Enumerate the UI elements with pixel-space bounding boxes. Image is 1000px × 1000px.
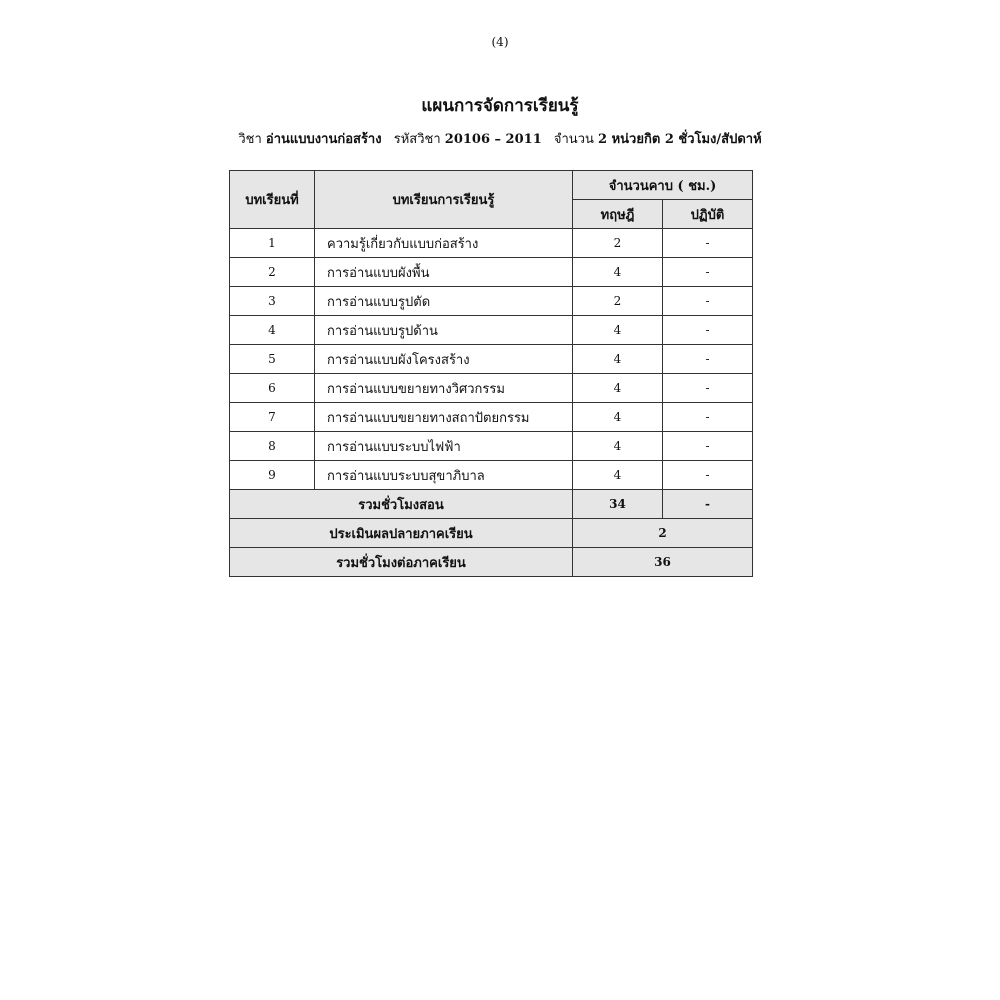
table-row [230,432,753,461]
total-semester-label: รวมชั่วโมงต่อภาคเรียน [230,548,573,577]
lesson-no: 4 [230,316,315,345]
practice-hours: - [663,461,753,490]
lesson-no: 3 [230,287,315,316]
final-assessment-label: ประเมินผลปลายภาคเรียน [230,519,573,548]
lesson-no: 5 [230,345,315,374]
practice-hours: - [663,316,753,345]
total-semester-hours: 36 [573,548,753,577]
lesson-title: การอ่านแบบผังโครงสร้าง [315,345,573,374]
document-title: แผนการจัดการเรียนรู้ [421,96,579,116]
practice-hours: - [663,258,753,287]
practice-hours: - [663,345,753,374]
practice-hours: - [663,229,753,258]
table-header-row [230,171,753,200]
header-practice: ปฏิบัติ [663,200,753,229]
lesson-title: การอ่านแบบรูปด้าน [315,316,573,345]
theory-hours: 2 [573,287,663,316]
total-teaching-row [230,490,753,519]
theory-hours: 4 [573,316,663,345]
practice-hours: - [663,403,753,432]
total-theory-hours: 34 [573,490,663,519]
final-assessment-row [230,519,753,548]
subject-code: 20106 – 2011 [444,132,542,147]
subject-name: อ่านแบบงานก่อสร้าง [265,132,382,147]
table-row [230,461,753,490]
lesson-title: การอ่านแบบผังพื้น [315,258,573,287]
practice-hours: - [663,432,753,461]
subject-code-prefix: รหัสวิชา [393,132,441,147]
header-periods: จำนวนคาบ ( ชม.) [573,171,753,200]
table-row [230,403,753,432]
total-practice-hours: - [663,490,753,519]
lesson-plan-table [229,170,753,577]
credits-hours: 2 หน่วยกิต 2 ชั่วโมง/สัปดาห์ [598,132,762,147]
page-number: (4) [491,35,509,49]
lesson-no: 9 [230,461,315,490]
theory-hours: 2 [573,229,663,258]
table-row [230,258,753,287]
practice-hours: - [663,374,753,403]
lesson-title: ความรู้เกี่ยวกับแบบก่อสร้าง [315,229,573,258]
lesson-title: การอ่านแบบระบบสุขาภิบาล [315,461,573,490]
final-assessment-hours: 2 [573,519,753,548]
lesson-title: การอ่านแบบขยายทางสถาปัตยกรรม [315,403,573,432]
theory-hours: 4 [573,461,663,490]
header-lesson-title: บทเรียนการเรียนรู้ [315,171,573,229]
count-prefix: จำนวน [553,132,594,147]
subject-info [0,128,1000,149]
table-row [230,345,753,374]
table-row [230,316,753,345]
lesson-no: 2 [230,258,315,287]
theory-hours: 4 [573,258,663,287]
lesson-no: 8 [230,432,315,461]
lesson-title: การอ่านแบบระบบไฟฟ้า [315,432,573,461]
header-lesson-no: บทเรียนที่ [230,171,315,229]
lesson-no: 1 [230,229,315,258]
table-row [230,287,753,316]
lesson-title: การอ่านแบบรูปตัด [315,287,573,316]
theory-hours: 4 [573,432,663,461]
table-row [230,374,753,403]
lesson-no: 7 [230,403,315,432]
table-row [230,229,753,258]
subject-prefix: วิชา [238,132,262,147]
total-semester-row [230,548,753,577]
total-teaching-label: รวมชั่วโมงสอน [230,490,573,519]
lesson-title: การอ่านแบบขยายทางวิศวกรรม [315,374,573,403]
header-theory: ทฤษฎี [573,200,663,229]
theory-hours: 4 [573,345,663,374]
practice-hours: - [663,287,753,316]
theory-hours: 4 [573,374,663,403]
theory-hours: 4 [573,403,663,432]
lesson-no: 6 [230,374,315,403]
